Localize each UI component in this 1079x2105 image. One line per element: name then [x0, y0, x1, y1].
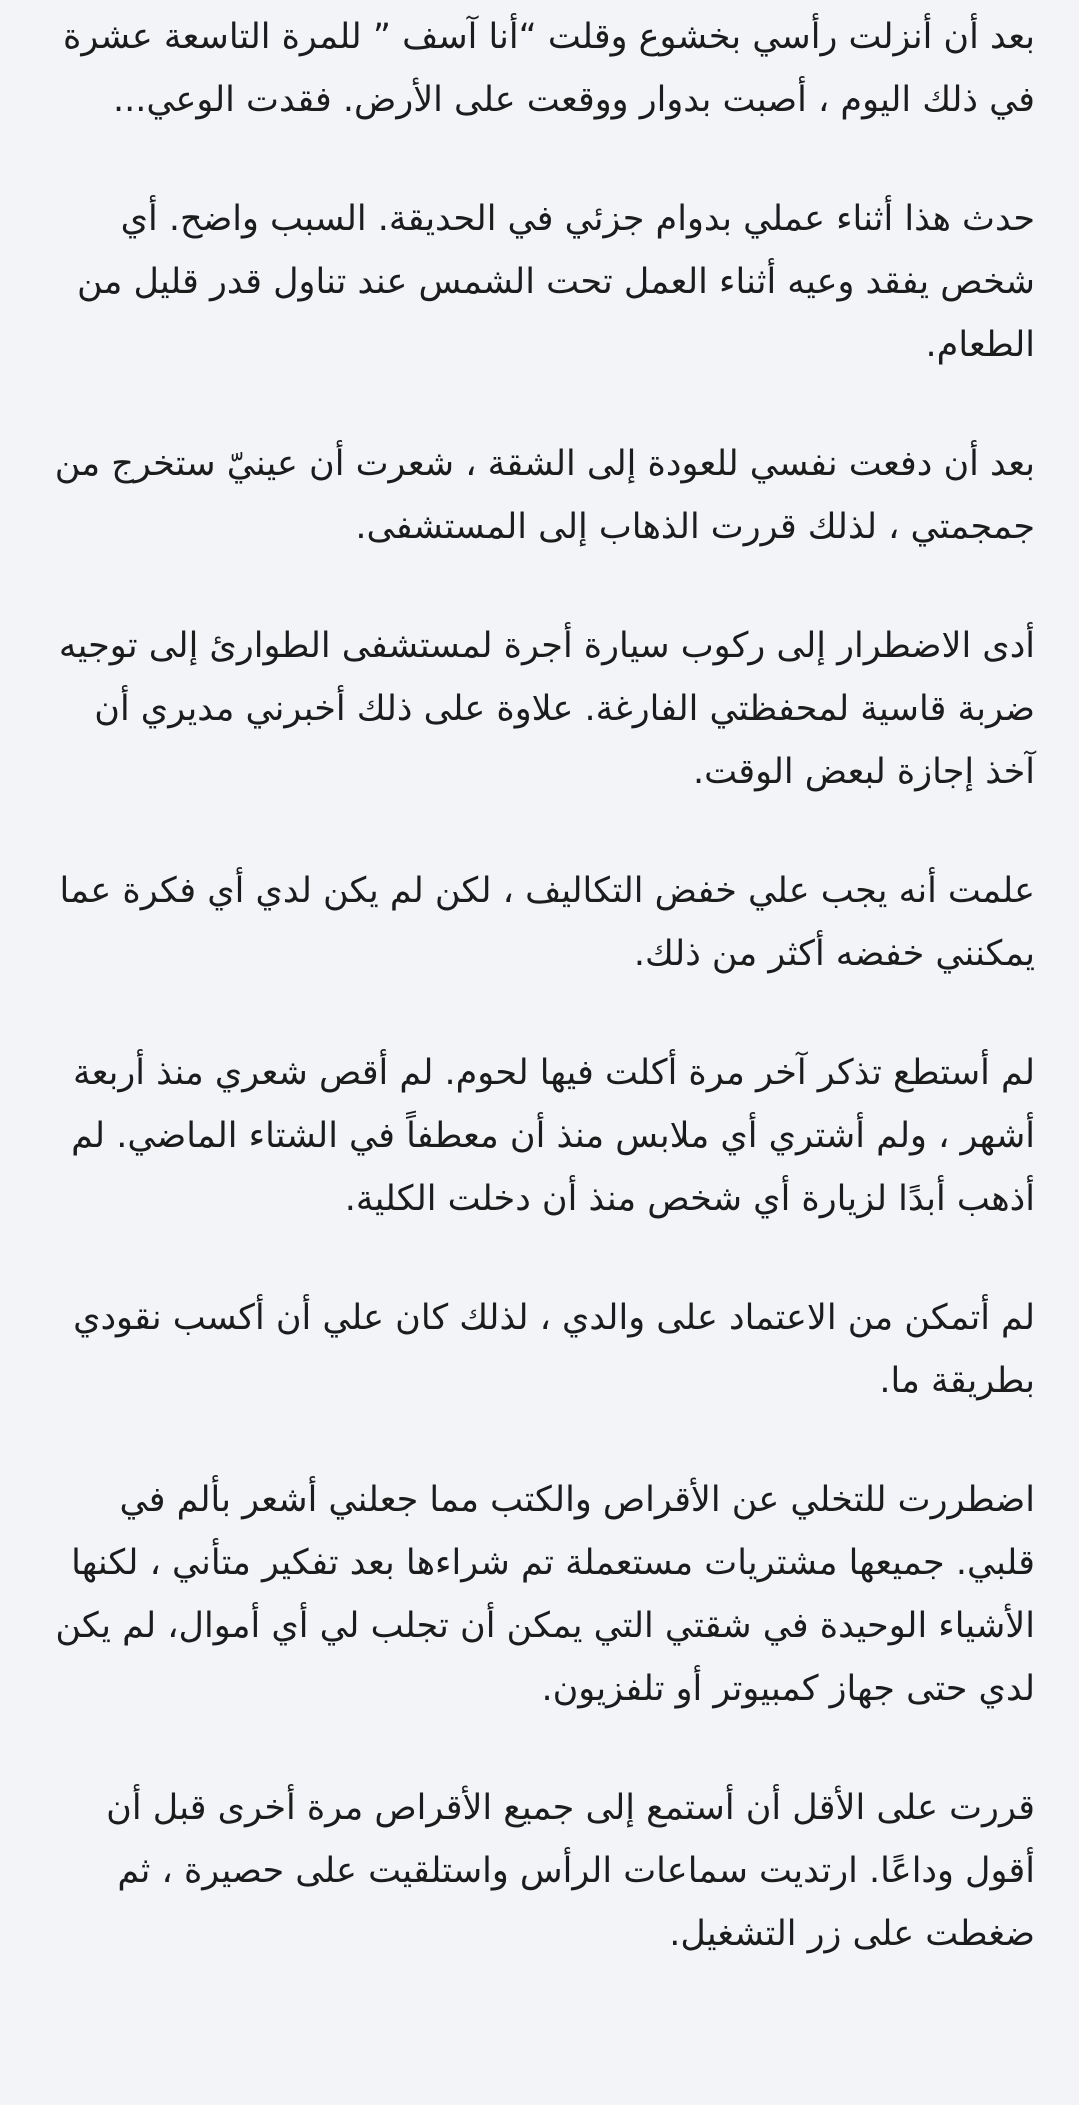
paragraph: بعد أن دفعت نفسي للعودة إلى الشقة ، شعرت أن عينيّ ستخرج من جمجمتي ، لذلك قررت الذهاب إلى المستشفى. [54, 444, 1035, 547]
paragraph: لم أتمكن من الاعتماد على والدي ، لذلك كان علي أن أكسب نقودي بطريقة ما. [73, 1298, 1035, 1401]
paragraph: علمت أنه يجب علي خفض التكاليف ، لكن لم يكن لدي أي فكرة عما يمكنني خفضه أكثر من ذلك. [59, 871, 1035, 974]
paragraph: اضطررت للتخلي عن الأقراص والكتب مما جعلني أشعر بألم في قلبي. جميعها مشتريات مستعملة تم شراءها بعد تفكير متأني ، لكنها الأشياء الوحيدة في شقتي التي يمكن أن تجلب لي أي أموال، لم يكن لدي حتى جهاز كمبيوتر أو تلفزيون. [55, 1480, 1035, 1709]
paragraph: أدى الاضطرار إلى ركوب سيارة أجرة لمستشفى الطوارئ إلى توجيه ضربة قاسية لمحفظتي الفارغة. علاوة على ذلك أخبرني مديري أن آخذ إجازة لبعض الوقت. [58, 626, 1035, 792]
paragraph: بعد أن أنزلت رأسي بخشوع وقلت “أنا آسف ” للمرة التاسعة عشرة في ذلك اليوم ، أصبت بدوار ووقعت على الأرض. فقدت الوعي... [62, 17, 1035, 120]
paragraph: حدث هذا أثناء عملي بدوام جزئي في الحديقة. السبب واضح. أي شخص يفقد وعيه أثناء العمل تحت الشمس عند تناول قدر قليل من الطعام. [76, 199, 1035, 365]
paragraph: قررت على الأقل أن أستمع إلى جميع الأقراص مرة أخرى قبل أن أقول وداعًا. ارتديت سماعات الرأس واستلقيت على حصيرة ، ثم ضغطت على زر التشغيل. [106, 1788, 1035, 1954]
paragraph: لم أستطع تذكر آخر مرة أكلت فيها لحوم. لم أقص شعري منذ أربعة أشهر ، ولم أشتري أي ملابس منذ أن معطفاً في الشتاء الماضي. لم أذهب أبدًا لزيارة أي شخص منذ أن دخلت الكلية. [71, 1053, 1035, 1219]
